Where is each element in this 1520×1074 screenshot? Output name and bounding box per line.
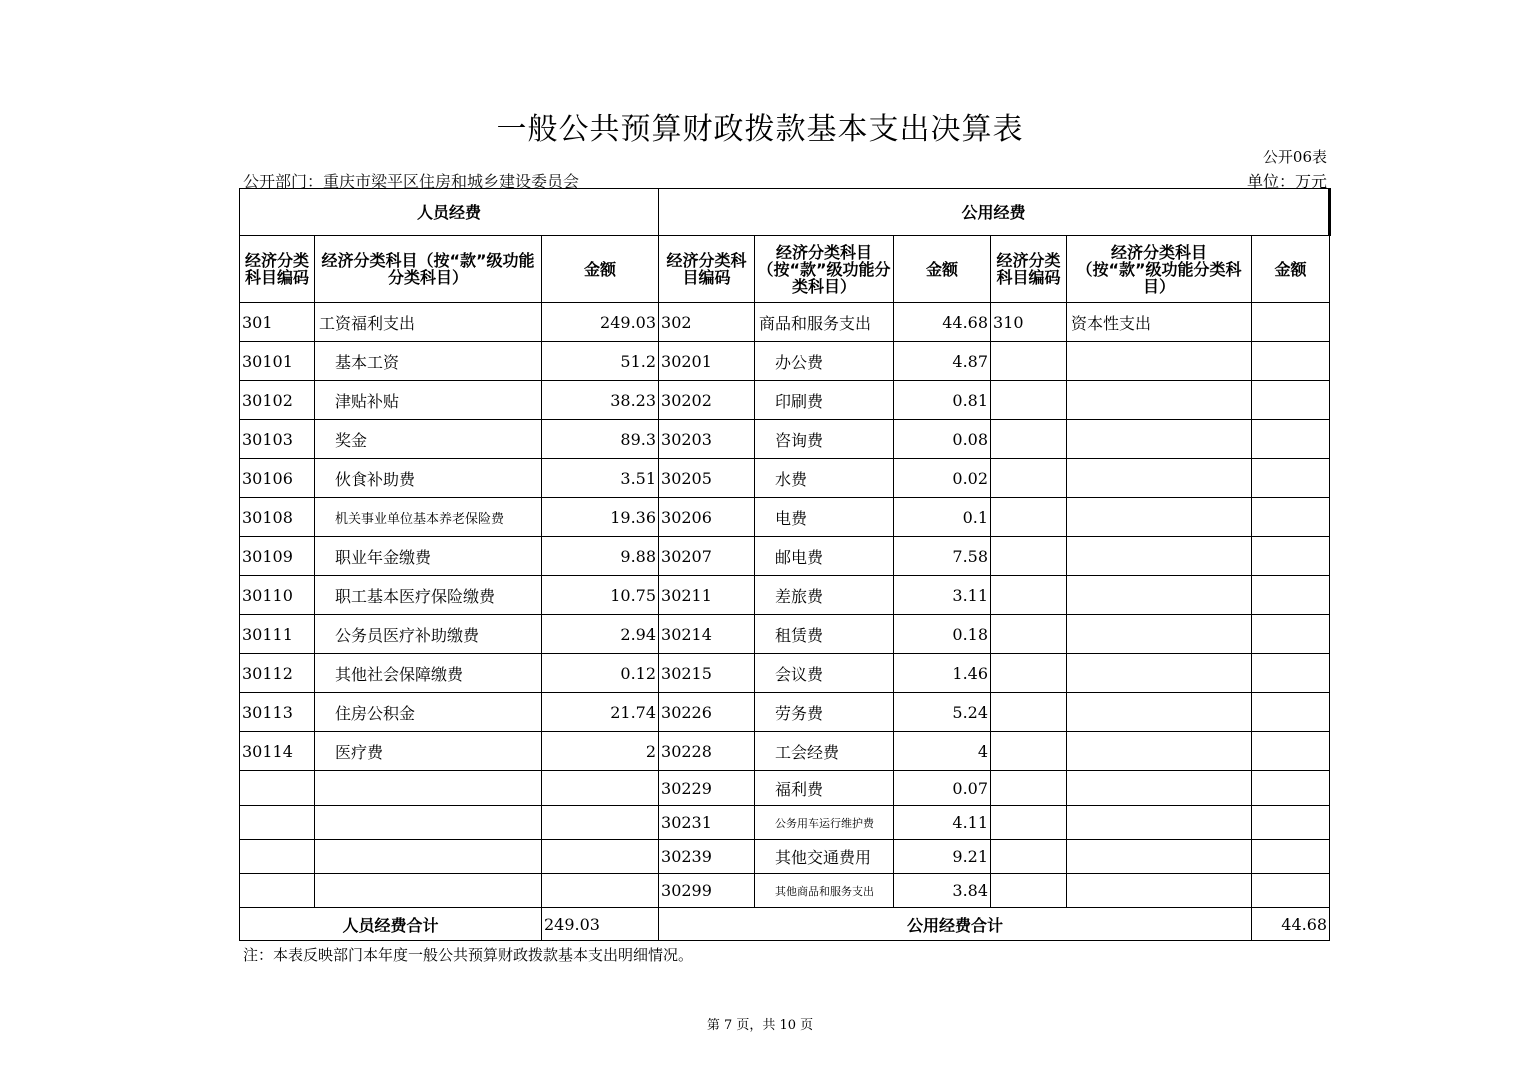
personnel-total-amount: 249.03 [542, 908, 659, 941]
capital-amount-cell [1252, 840, 1330, 874]
personnel-name-cell: 医疗费 [315, 732, 542, 771]
public-code-cell: 30228 [659, 732, 755, 771]
capital-amount-cell [1252, 874, 1330, 908]
public-code-cell: 30299 [659, 874, 755, 908]
capital-code-cell [991, 381, 1067, 420]
public-amount-cell: 5.24 [894, 693, 991, 732]
public-amount-cell: 9.21 [894, 840, 991, 874]
public-amount-cell: 7.58 [894, 537, 991, 576]
capital-amount-cell [1252, 537, 1330, 576]
personnel-amount-cell: 38.23 [542, 381, 659, 420]
personnel-code-cell: 30114 [240, 732, 315, 771]
public-code-cell: 30203 [659, 420, 755, 459]
personnel-name-cell: 伙食补助费 [315, 459, 542, 498]
public-code-cell: 30215 [659, 654, 755, 693]
public-name-cell: 公务用车运行维护费 [755, 806, 894, 840]
table-row [240, 576, 1330, 615]
public-code-cell: 30231 [659, 806, 755, 840]
public-amount-cell: 0.81 [894, 381, 991, 420]
capital-amount-column-header: 金额 [1252, 236, 1330, 303]
public-code-cell: 30229 [659, 771, 755, 806]
unit-label: 单位：万元 [1246, 172, 1327, 191]
capital-name-cell [1067, 615, 1252, 654]
code-column-header: 经济分类科目编码 [240, 236, 315, 303]
public-amount-cell: 4.11 [894, 806, 991, 840]
personnel-name-cell: 住房公积金 [315, 693, 542, 732]
personnel-amount-cell: 19.36 [542, 498, 659, 537]
public-amount-cell: 4 [894, 732, 991, 771]
capital-code-column-header: 经济分类科目编码 [991, 236, 1067, 303]
personnel-name-cell: 其他社会保障缴费 [315, 654, 542, 693]
table-row [240, 732, 1330, 771]
public-code-cell: 30202 [659, 381, 755, 420]
personnel-code-cell: 30109 [240, 537, 315, 576]
capital-amount-cell [1252, 806, 1330, 840]
department-label: 公开部门：重庆市梁平区住房和城乡建设委员会 [243, 172, 580, 191]
personnel-total-label: 人员经费合计 [240, 908, 542, 941]
personnel-amount-cell: 51.2 [542, 342, 659, 381]
personnel-name-cell: 职工基本医疗保险缴费 [315, 576, 542, 615]
personnel-amount-cell: 0.12 [542, 654, 659, 693]
capital-code-cell [991, 654, 1067, 693]
public-code-column-header: 经济分类科目编码 [659, 236, 755, 303]
public-code-cell: 30214 [659, 615, 755, 654]
personnel-name-cell: 基本工资 [315, 342, 542, 381]
capital-amount-cell [1252, 459, 1330, 498]
personnel-amount-cell: 249.03 [542, 303, 659, 342]
capital-name-cell [1067, 806, 1252, 840]
table-row [240, 771, 1330, 806]
public-name-cell: 工会经费 [755, 732, 894, 771]
page-number: 第 7 页，共 10 页 [706, 1018, 814, 1033]
public-amount-cell: 4.87 [894, 342, 991, 381]
totals-row [240, 908, 1330, 941]
public-name-cell: 其他商品和服务支出 [755, 874, 894, 908]
personnel-code-cell: 30112 [240, 654, 315, 693]
personnel-code-cell: 30101 [240, 342, 315, 381]
personnel-name-cell: 公务员医疗补助缴费 [315, 615, 542, 654]
personnel-amount-cell: 2 [542, 732, 659, 771]
capital-name-cell [1067, 874, 1252, 908]
personnel-name-cell: 工资福利支出 [315, 303, 542, 342]
personnel-code-cell [240, 771, 315, 806]
public-name-cell: 邮电费 [755, 537, 894, 576]
public-name-cell: 水费 [755, 459, 894, 498]
public-code-cell: 30206 [659, 498, 755, 537]
public-total-amount: 44.68 [1252, 908, 1330, 941]
capital-name-cell [1067, 693, 1252, 732]
capital-name-cell [1067, 732, 1252, 771]
capital-amount-cell [1252, 771, 1330, 806]
capital-code-cell [991, 498, 1067, 537]
public-amount-cell: 1.46 [894, 654, 991, 693]
public-amount-cell: 44.68 [894, 303, 991, 342]
capital-code-cell [991, 693, 1067, 732]
capital-name-cell [1067, 771, 1252, 806]
table-row [240, 537, 1330, 576]
personnel-header: 人员经费 [240, 189, 659, 236]
personnel-name-cell: 职业年金缴费 [315, 537, 542, 576]
personnel-amount-cell: 2.94 [542, 615, 659, 654]
expenditure-table [239, 188, 1331, 941]
personnel-name-cell [315, 840, 542, 874]
public-name-cell: 印刷费 [755, 381, 894, 420]
capital-name-cell [1067, 537, 1252, 576]
personnel-code-cell: 301 [240, 303, 315, 342]
personnel-code-cell: 30103 [240, 420, 315, 459]
capital-code-cell [991, 576, 1067, 615]
public-amount-cell: 0.08 [894, 420, 991, 459]
capital-code-cell [991, 459, 1067, 498]
personnel-name-cell: 津贴补贴 [315, 381, 542, 420]
capital-code-cell [991, 874, 1067, 908]
personnel-amount-cell: 10.75 [542, 576, 659, 615]
capital-name-cell [1067, 342, 1252, 381]
public-amount-cell: 0.02 [894, 459, 991, 498]
capital-name-cell [1067, 840, 1252, 874]
table-row [240, 874, 1330, 908]
capital-amount-cell [1252, 303, 1330, 342]
personnel-code-cell [240, 840, 315, 874]
public-code-cell: 302 [659, 303, 755, 342]
personnel-code-cell: 30102 [240, 381, 315, 420]
table-row [240, 654, 1330, 693]
table-row [240, 693, 1330, 732]
personnel-name-cell [315, 771, 542, 806]
public-amount-cell: 0.07 [894, 771, 991, 806]
public-name-cell: 差旅费 [755, 576, 894, 615]
capital-code-cell: 310 [991, 303, 1067, 342]
table-row [240, 615, 1330, 654]
capital-name-cell [1067, 654, 1252, 693]
personnel-code-cell [240, 874, 315, 908]
page-title: 一般公共预算财政拨款基本支出决算表 [496, 112, 1024, 147]
public-name-cell: 会议费 [755, 654, 894, 693]
public-name-cell: 办公费 [755, 342, 894, 381]
capital-name-cell: 资本性支出 [1067, 303, 1252, 342]
header-row-columns [240, 236, 1330, 303]
public-amount-column-header: 金额 [894, 236, 991, 303]
capital-code-cell [991, 342, 1067, 381]
capital-amount-cell [1252, 654, 1330, 693]
personnel-name-cell [315, 806, 542, 840]
name-column-header: 经济分类科目（按“款”级功能分类科目） [315, 236, 542, 303]
capital-name-cell [1067, 576, 1252, 615]
public-name-cell: 租赁费 [755, 615, 894, 654]
capital-code-cell [991, 615, 1067, 654]
public-name-cell: 咨询费 [755, 420, 894, 459]
public-code-cell: 30207 [659, 537, 755, 576]
capital-name-column-header: 经济分类科目（按“款”级功能分类科目） [1067, 236, 1252, 303]
public-code-cell: 30239 [659, 840, 755, 874]
public-code-cell: 30211 [659, 576, 755, 615]
public-amount-cell: 3.84 [894, 874, 991, 908]
personnel-code-cell: 30110 [240, 576, 315, 615]
public-name-cell: 商品和服务支出 [755, 303, 894, 342]
personnel-code-cell: 30111 [240, 615, 315, 654]
public-name-cell: 其他交通费用 [755, 840, 894, 874]
table-row [240, 342, 1330, 381]
public-amount-cell: 0.1 [894, 498, 991, 537]
personnel-amount-cell [542, 840, 659, 874]
public-name-cell: 福利费 [755, 771, 894, 806]
personnel-code-cell: 30113 [240, 693, 315, 732]
capital-amount-cell [1252, 381, 1330, 420]
capital-amount-cell [1252, 342, 1330, 381]
table-row [240, 420, 1330, 459]
table-code: 公开06表 [1262, 148, 1327, 166]
public-name-cell: 劳务费 [755, 693, 894, 732]
capital-amount-cell [1252, 420, 1330, 459]
personnel-amount-cell [542, 806, 659, 840]
personnel-amount-cell: 21.74 [542, 693, 659, 732]
personnel-amount-cell: 3.51 [542, 459, 659, 498]
table-row [240, 459, 1330, 498]
capital-amount-cell [1252, 576, 1330, 615]
footnote: 注：本表反映部门本年度一般公共预算财政拨款基本支出明细情况。 [243, 946, 694, 964]
personnel-name-cell: 奖金 [315, 420, 542, 459]
public-code-cell: 30226 [659, 693, 755, 732]
table-row [240, 806, 1330, 840]
personnel-amount-cell [542, 874, 659, 908]
personnel-code-cell: 30106 [240, 459, 315, 498]
table-row [240, 303, 1330, 342]
table-row [240, 381, 1330, 420]
public-amount-cell: 0.18 [894, 615, 991, 654]
public-header: 公用经费 [659, 189, 1330, 236]
header-row-group [240, 189, 1330, 236]
personnel-code-cell: 30108 [240, 498, 315, 537]
capital-amount-cell [1252, 732, 1330, 771]
personnel-name-cell [315, 874, 542, 908]
personnel-amount-cell: 9.88 [542, 537, 659, 576]
personnel-amount-cell: 89.3 [542, 420, 659, 459]
table-row [240, 498, 1330, 537]
capital-name-cell [1067, 498, 1252, 537]
public-name-cell: 电费 [755, 498, 894, 537]
personnel-name-cell: 机关事业单位基本养老保险费 [315, 498, 542, 537]
public-amount-cell: 3.11 [894, 576, 991, 615]
amount-column-header: 金额 [542, 236, 659, 303]
public-total-label: 公用经费合计 [659, 908, 1252, 941]
capital-name-cell [1067, 459, 1252, 498]
personnel-amount-cell [542, 771, 659, 806]
capital-code-cell [991, 840, 1067, 874]
capital-code-cell [991, 732, 1067, 771]
capital-code-cell [991, 420, 1067, 459]
capital-amount-cell [1252, 693, 1330, 732]
table-row [240, 840, 1330, 874]
public-code-cell: 30201 [659, 342, 755, 381]
capital-amount-cell [1252, 498, 1330, 537]
capital-amount-cell [1252, 615, 1330, 654]
capital-code-cell [991, 771, 1067, 806]
capital-code-cell [991, 537, 1067, 576]
public-name-column-header: 经济分类科目（按“款”级功能分类科目） [755, 236, 894, 303]
capital-code-cell [991, 806, 1067, 840]
capital-name-cell [1067, 420, 1252, 459]
personnel-code-cell [240, 806, 315, 840]
public-code-cell: 30205 [659, 459, 755, 498]
capital-name-cell [1067, 381, 1252, 420]
